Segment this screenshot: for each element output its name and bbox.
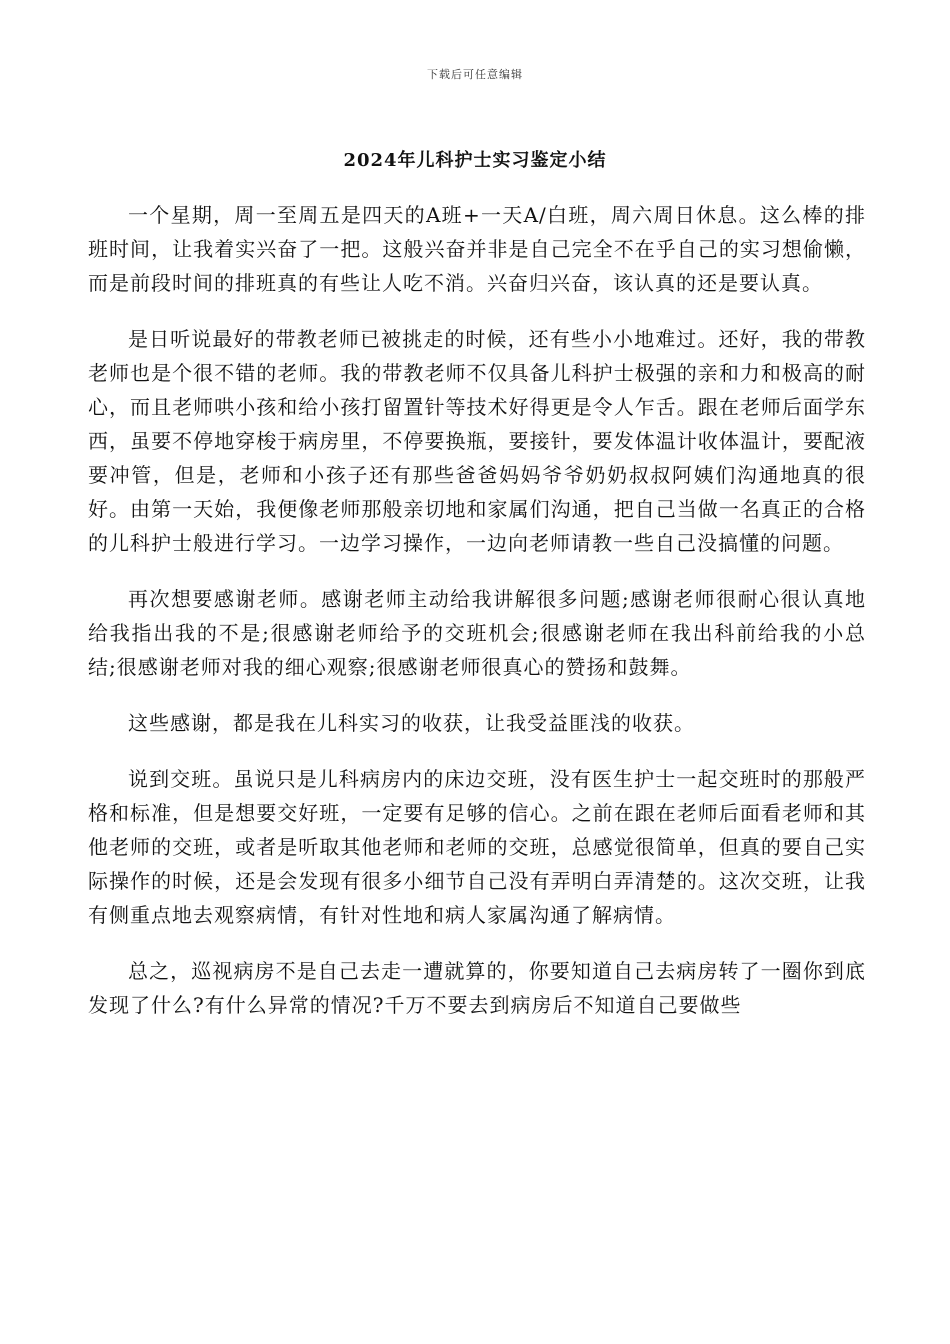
document-title: 2024年儿科护士实习鉴定小结: [343, 150, 607, 171]
paragraph: 再次想要感谢老师。感谢老师主动给我讲解很多问题;感谢老师很耐心很认真地给我指出我的不是;很感谢老师给予的交班机会;很感谢老师在我出科前给我的小总结;很感谢老师对我的细心观察;很感谢老师很真心的赞扬和鼓舞。: [88, 587, 866, 679]
paragraph: 说到交班。虽说只是儿科病房内的床边交班，没有医生护士一起交班时的那般严格和标准，但是想要交好班，一定要有足够的信心。之前在跟在老师后面看老师和其他老师的交班，或者是听取其他老师和老师的交班，总感觉很简单，但真的要自己实际操作的时候，还是会发现有很多小细节自己没有弄明白弄清楚的。这次交班，让我有侧重点地去观察病情，有针对性地和病人家属沟通了解病情。: [88, 767, 866, 927]
paragraph: 这些感谢，都是我在儿科实习的收获，让我受益匪浅的收获。: [128, 711, 695, 735]
header-note: 下载后可任意编辑: [427, 68, 523, 81]
paragraph: 是日听说最好的带教老师已被挑走的时候，还有些小小地难过。还好，我的带教老师也是个很不错的老师。我的带教老师不仅具备儿科护士极强的亲和力和极高的耐心，而且老师哄小孩和给小孩打留置针等技术好得更是令人乍舌。跟在老师后面学东西，虽要不停地穿梭于病房里，不停要换瓶，要接针，要发体温计收体温计，要配液要冲管，但是，老师和小孩子还有那些爸爸妈妈爷爷奶奶叔叔阿姨们沟通地真的很好。由第一天始，我便像老师那般亲切地和家属们沟通，把自己当做一名真正的合格的儿科护士般进行学习。一边学习操作，一边向老师请教一些自己没搞懂的问题。: [88, 327, 866, 555]
paragraph: 一个星期，周一至周五是四天的A班+一天A/白班，周六周日休息。这么棒的排班时间，让我着实兴奋了一把。这般兴奋并非是自己完全不在乎自己的实习想偷懒，而是前段时间的排班真的有些让人吃不消。兴奋归兴奋，该认真的还是要认真。: [88, 203, 866, 295]
paragraph: 总之，巡视病房不是自己去走一遭就算的，你要知道自己去病房转了一圈你到底发现了什么?有什么异常的情况?千万不要去到病房后不知道自己要做些: [88, 959, 866, 1017]
document-body: [88, 198, 866, 1044]
